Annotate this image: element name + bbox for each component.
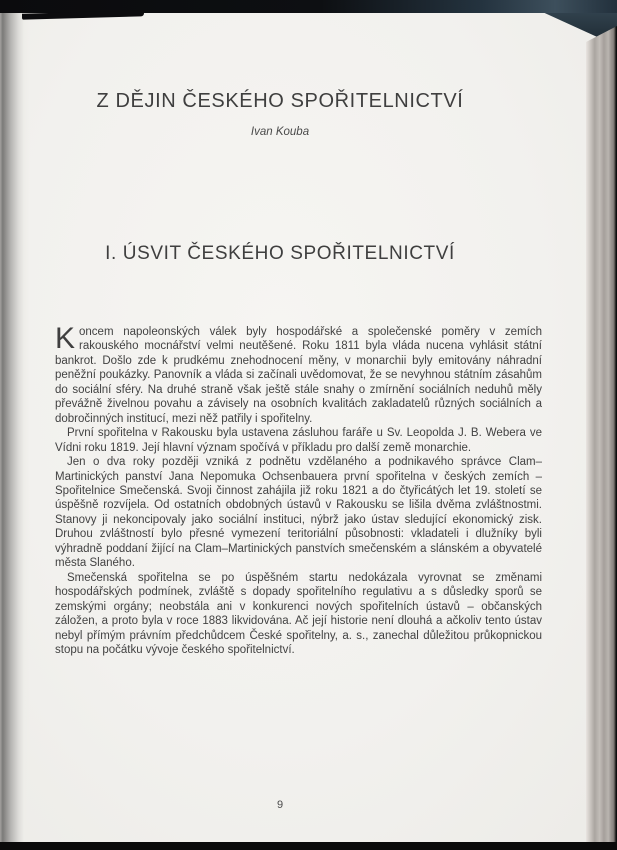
book-page-edges — [586, 26, 617, 843]
paragraph-3: Jen o dva roky později vzniká z podnětu vzdělaného a podnikavého správce Clam–Martinických panství Jana Nepomuka Ochsenbauera první spořitelna v českých zemích – Spořitelnice Smečenská. Svoji činnost zahájila již roku 1821 a do čtyřicátých let 19. století se úspěšně rozvíjela. Od ostatních obdobných ústavů v Rakousku se lišila dvěma zvláštnostmi. Stanovy ji nekoncipovaly jako sociální instituci, nýbrž jako ústav sledující ekonomický zisk. Druhou zvláštností bylo přesné vymezení teritoriální působnosti: vkladateli i dlužníky byli výhradně poddaní žijící na Clam–Martinických panstvích smečenském a slánském a obyvatelé města Slaného. — [55, 456, 542, 570]
author-name: Ivan Kouba — [250, 126, 310, 138]
drop-cap: K — [55, 322, 76, 355]
paragraph-4: Smečenská spořitelna se po úspěšném startu nedokázala vyrovnat se změnami hospodářských podmínek, zvláště s dopady spořitelního regulativu a s důsledky sporů se zemskými orgány; neobstála ani v konkurenci nových spořitelních ústavů – občanských záložen, a proto byla v roce 1883 likvidována. Ač její historie není dlouhá a ačkoliv tento ústav nebyl přímým právním předchůdcem České spořitelny, a. s., zanechal důležitou průkopnickou stopu na počátku vývoje českého spořitelnictví. — [55, 571, 542, 656]
page-number: 9 — [276, 799, 284, 811]
paragraph-1 — [55, 322, 542, 426]
body-text — [55, 322, 542, 657]
gutter-shadow — [0, 13, 30, 842]
page-title: Z DĚJIN ČESKÉHO SPOŘITELNICTVÍ — [96, 90, 464, 112]
paragraph-1-text: oncem napoleonských válek byly hospodářské a společenské poměry v zemích rakouského mocnářství velmi neutěšené. Roku 1811 byla vláda nucena vyhlásit státní bankrot. Došlo zde k prudkému znehodnocení měny, v monarchii byly emitovány náhradní peněžní poukázky. Panovník a vláda si začínali uvědomovat, že se nevyhnou státním zásahům do sociální sféry. Na druhé straně však ještě stále snahy o zmírnění sociálních neduhů měly převážně živelnou povahu a závisely na osobních kvalitách zakladatelů různých sociálních a dobročinných institucí, mezi něž patřily i spořitelny. — [55, 326, 542, 425]
scan-top-border — [0, 0, 617, 13]
scan-bottom-border — [0, 842, 617, 850]
paragraph-2: První spořitelna v Rakousku byla ustavena zásluhou faráře u Sv. Leopolda J. B. Webera ve Vídni roku 1819. Její hlavní význam spočívá v příkladu pro další země monarchie. — [55, 427, 542, 454]
section-heading: I. ÚSVIT ČESKÉHO SPOŘITELNICTVÍ — [105, 243, 455, 264]
